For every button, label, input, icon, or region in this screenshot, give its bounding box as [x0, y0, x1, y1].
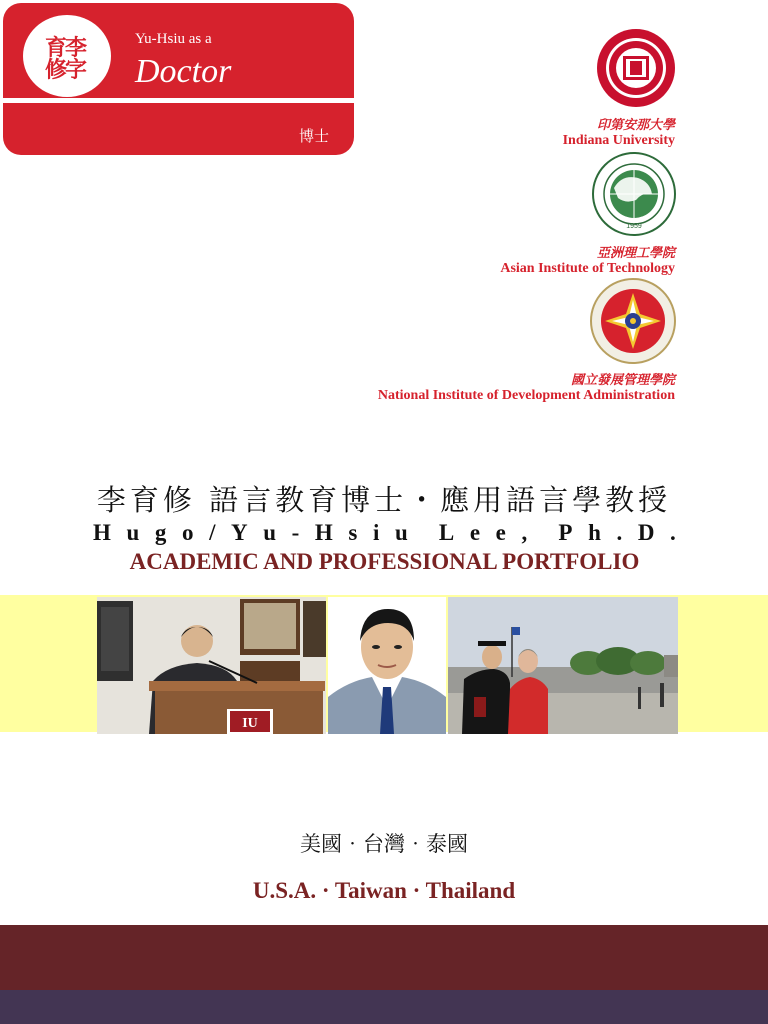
portfolio-subtitle: ACADEMIC AND PROFESSIONAL PORTFOLIO: [129, 549, 640, 574]
inst-en-3: National Institute of Development Administration: [377, 388, 675, 403]
name-seal-icon: [23, 15, 111, 97]
inst-zh-1: 印第安那大學: [596, 118, 675, 133]
inst-en-1: Indiana University: [562, 133, 675, 148]
locations-en: U.S.A. · Taiwan · Thailand: [252, 878, 516, 903]
lecture-photo: [97, 597, 326, 734]
title-zh: 李育修 語言教育博士・應用語言學教授: [96, 483, 672, 517]
badge-title: Doctor: [135, 53, 232, 90]
nida-seal-icon: [590, 278, 676, 364]
ait-seal-year: 1959: [626, 223, 642, 230]
seal-text: 育李修字: [45, 35, 86, 83]
inst-zh-3: 國立發展管理學院: [570, 373, 675, 388]
indiana-university-seal-icon: [596, 28, 676, 108]
locations-zh: 美國‧台灣‧泰國: [300, 832, 468, 856]
badge-stripe: [3, 98, 354, 103]
badge-subtitle: Yu-Hsiu as a: [135, 31, 212, 47]
footer-maroon-bar: [0, 925, 768, 990]
title-badge: [3, 3, 354, 155]
graduation-photo: [448, 597, 678, 734]
title-en: H u g o / Y u - H s i u L e e , P h . D .: [93, 520, 676, 545]
podium-logo: IU: [242, 716, 258, 731]
ait-globe-seal-icon: [592, 152, 676, 236]
inst-en-2: Asian Institute of Technology: [500, 261, 675, 276]
footer-purple-bar: [0, 990, 768, 1024]
inst-zh-2: 亞洲理工學院: [596, 246, 675, 261]
portrait-photo: [328, 597, 446, 734]
badge-zh-title: 博士: [299, 127, 330, 145]
